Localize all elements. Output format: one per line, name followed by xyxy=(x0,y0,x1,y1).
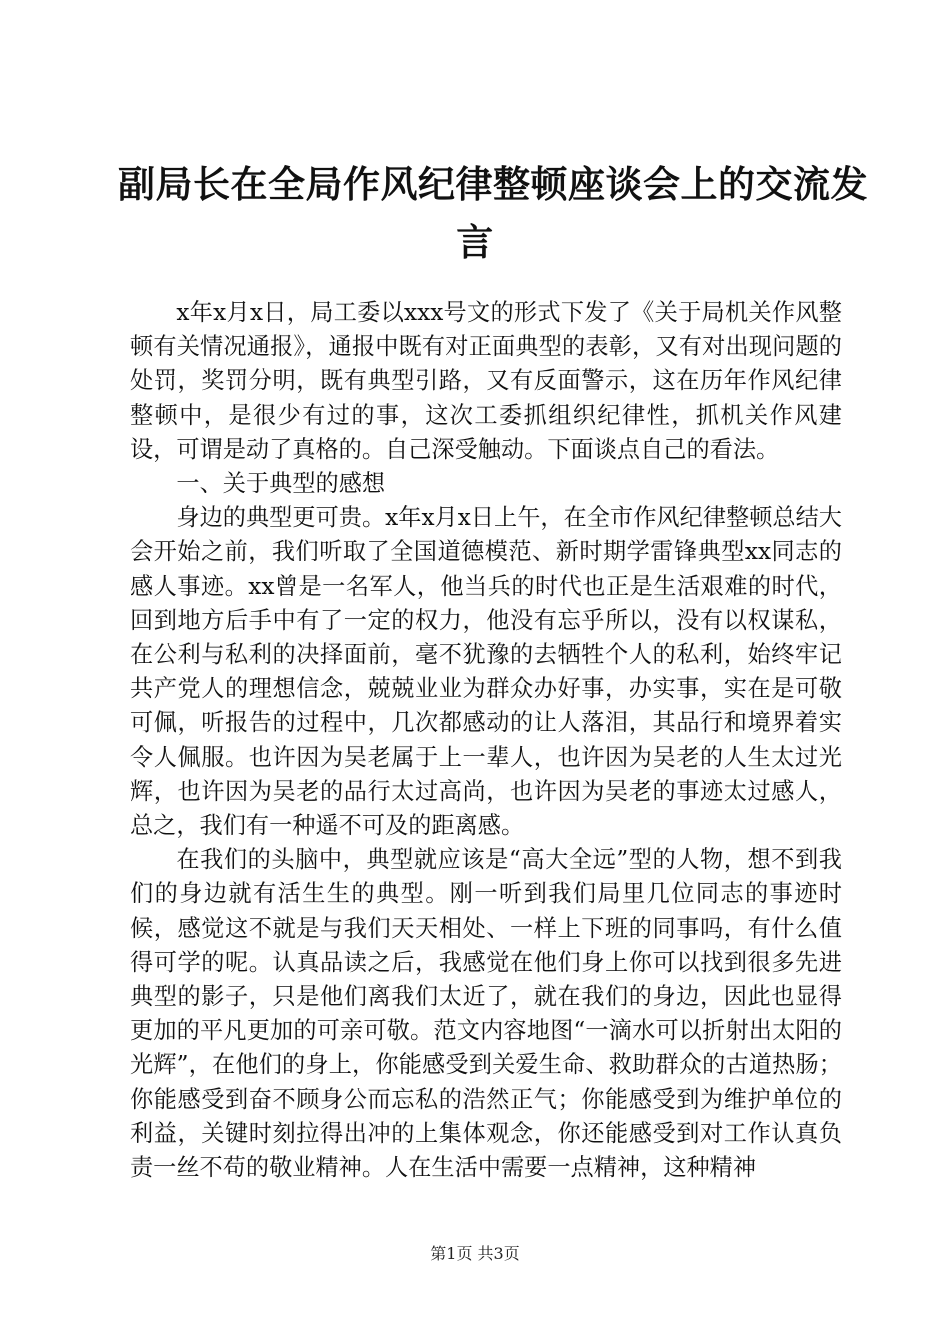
document-title xyxy=(118,156,868,272)
page-footer: 第1页 共3页 xyxy=(430,1244,520,1263)
section-heading: 一、关于典型的感想 xyxy=(176,470,386,498)
intro-paragraph: x年x月x日，局工委以xxx号文的形式下发了《关于局机关作风整顿有关情况通报》，通报中既有对正面典型的表彰，又有对出现问题的处罚，奖罚分明，既有典型引路，又有反面警示，这在历年作风纪律整顿中，是很少有过的事，这次工委抓组织纪律性，抓机关作风建设，可谓是动了真格的。自己深受触动。下面谈点自己的看法。 xyxy=(130,299,842,463)
title-line-2: 言 xyxy=(456,221,494,264)
document-body xyxy=(130,296,842,1185)
body-paragraph: 身边的典型更可贵。x年x月x日上午，在全市作风纪律整顿总结大会开始之前，我们听取了全国道德模范、新时期学雷锋典型xx同志的感人事迹。xx曾是一名军人，他当兵的时代也正是生活艰难的时代，回到地方后手中有了一定的权力，他没有忘乎所以，没有以权谋私，在公利与私利的决择面前，毫不犹豫的去牺牲个人的私利，始终牢记共产党人的理想信念，兢兢业业为群众办好事，办实事，实在是可敬可佩，听报告的过程中，几次都感动的让人落泪，其品行和境界着实令人佩服。也许因为吴老属于上一辈人，也许因为吴老的人生太过光辉，也许因为吴老的品行太过高尚，也许因为吴老的事迹太过感人，总之，我们有一种遥不可及的距离感。 xyxy=(130,504,842,840)
body-paragraph: 在我们的头脑中，典型就应该是“高大全远”型的人物，想不到我们的身边就有活生生的典型。刚一听到我们局里几位同志的事迹时候，感觉这不就是与我们天天相处、一样上下班的同事吗，有什么值得可学的呢。认真品读之后，我感觉在他们身上你可以找到很多先进典型的影子，只是他们离我们太近了，就在我们的身边，因此也显得更加的平凡更加的可亲可敬。范文内容地图“一滴水可以折射出太阳的光辉”，在他们的身上，你能感受到关爱生命、救助群众的古道热肠；你能感受到奋不顾身公而忘私的浩然正气；你能感受到为维护单位的利益，关键时刻拉得出冲的上集体观念，你还能感受到对工作认真负责一丝不苟的敬业精神。人在生活中需要一点精神，这种精神 xyxy=(130,846,842,1182)
title-line-1: 副局长在全局作风纪律整顿座谈会上的交流发 xyxy=(118,163,868,206)
